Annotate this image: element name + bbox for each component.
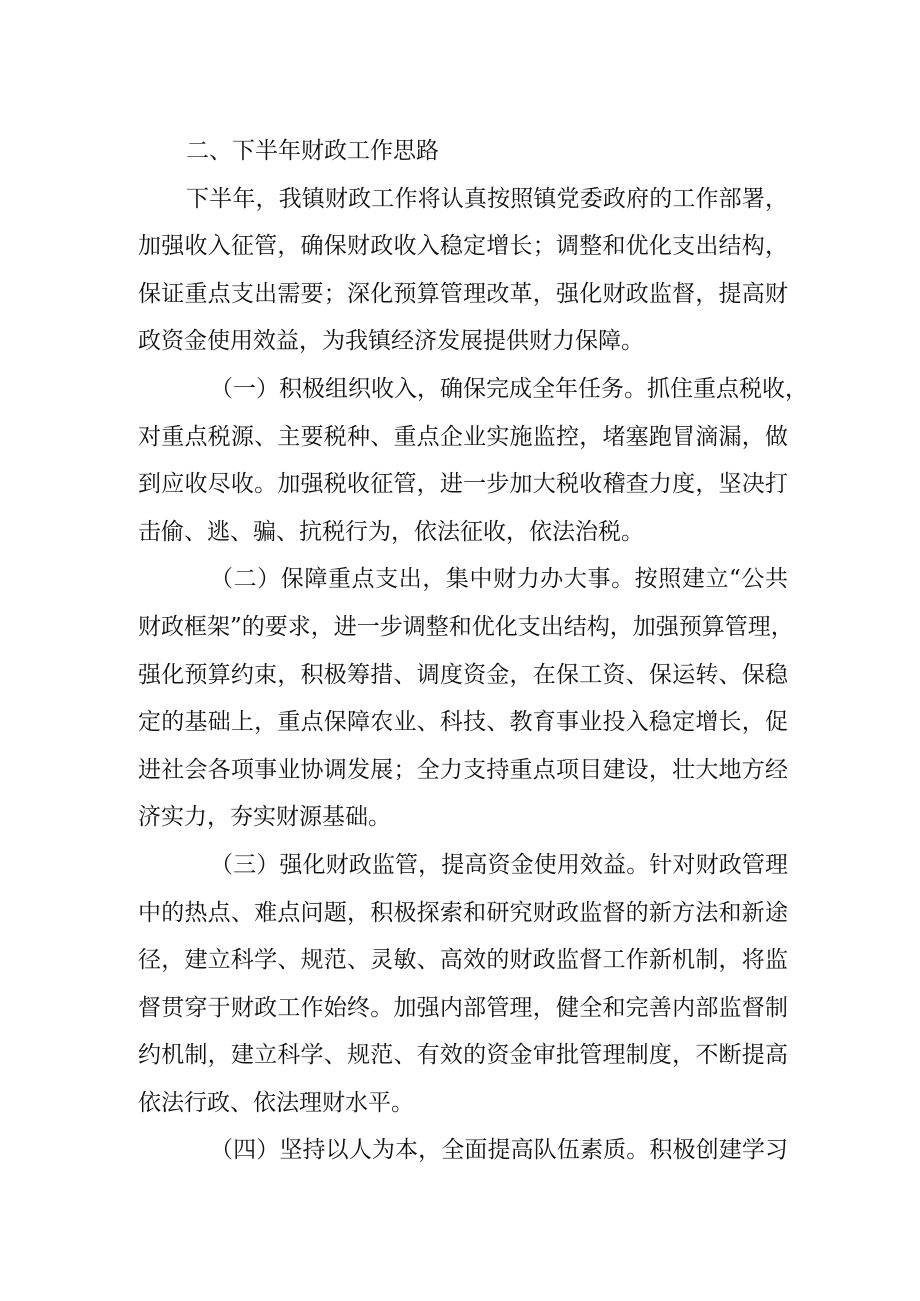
paragraph-line: 财政框架”的要求，进一步调整和优化支出结构，加强预算管理， — [138, 613, 794, 640]
paragraph-line: 进社会各项事业协调发展；全力支持重点项目建设，壮大地方经 — [138, 756, 788, 783]
paragraph-line: 督贯穿于财政工作始终。加强内部管理，健全和完善内部监督制 — [138, 994, 788, 1021]
paragraph-line: 约机制，建立科学、规范、有效的资金审批管理制度，不断提高 — [138, 1042, 788, 1069]
paragraph-line: 保证重点支出需要；深化预算管理改革，强化财政监督，提高财 — [138, 280, 788, 307]
paragraph-line: （二）保障重点支出，集中财力办大事。按照建立“公共 — [210, 566, 788, 593]
paragraph-line: （四）坚持以人为本，全面提高队伍素质。积极创建学习 — [210, 1137, 788, 1164]
paragraph-line: （一）积极组织收入，确保完成全年任务。抓住重点税收， — [210, 375, 808, 402]
paragraph-line: 定的基础上，重点保障农业、科技、教育事业投入稳定增长，促 — [138, 709, 788, 736]
paragraph-line: 政资金使用效益，为我镇经济发展提供财力保障。 — [138, 328, 644, 355]
paragraph-line: 击偷、逃、骗、抗税行为，依法征收，依法治税。 — [138, 518, 644, 545]
paragraph-line: 到应收尽收。加强税收征管，进一步加大税收稽查力度，坚决打 — [138, 471, 788, 498]
paragraph-line: 中的热点、难点问题，积极探索和研究财政监督的新方法和新途 — [138, 899, 788, 926]
paragraph-line: 依法行政、依法理财水平。 — [138, 1089, 414, 1116]
paragraph-line: 济实力，夯实财源基础。 — [138, 804, 391, 831]
document-body — [138, 128, 808, 1175]
paragraph-line: 径，建立科学、规范、灵敏、高效的财政监督工作新机制，将监 — [138, 947, 788, 974]
section-heading: 二、下半年财政工作思路 — [186, 138, 439, 164]
paragraph-line: （三）强化财政监管，提高资金使用效益。针对财政管理 — [210, 851, 788, 878]
paragraph-line: 对重点税源、主要税种、重点企业实施监控，堵塞跑冒滴漏，做 — [138, 423, 788, 450]
paragraph-line: 下半年，我镇财政工作将认真按照镇党委政府的工作部署， — [186, 185, 788, 212]
paragraph-line: 加强收入征管，确保财政收入稳定增长；调整和优化支出结构， — [138, 233, 788, 260]
paragraph-line: 强化预算约束，积极筹措、调度资金，在保工资、保运转、保稳 — [138, 661, 788, 688]
